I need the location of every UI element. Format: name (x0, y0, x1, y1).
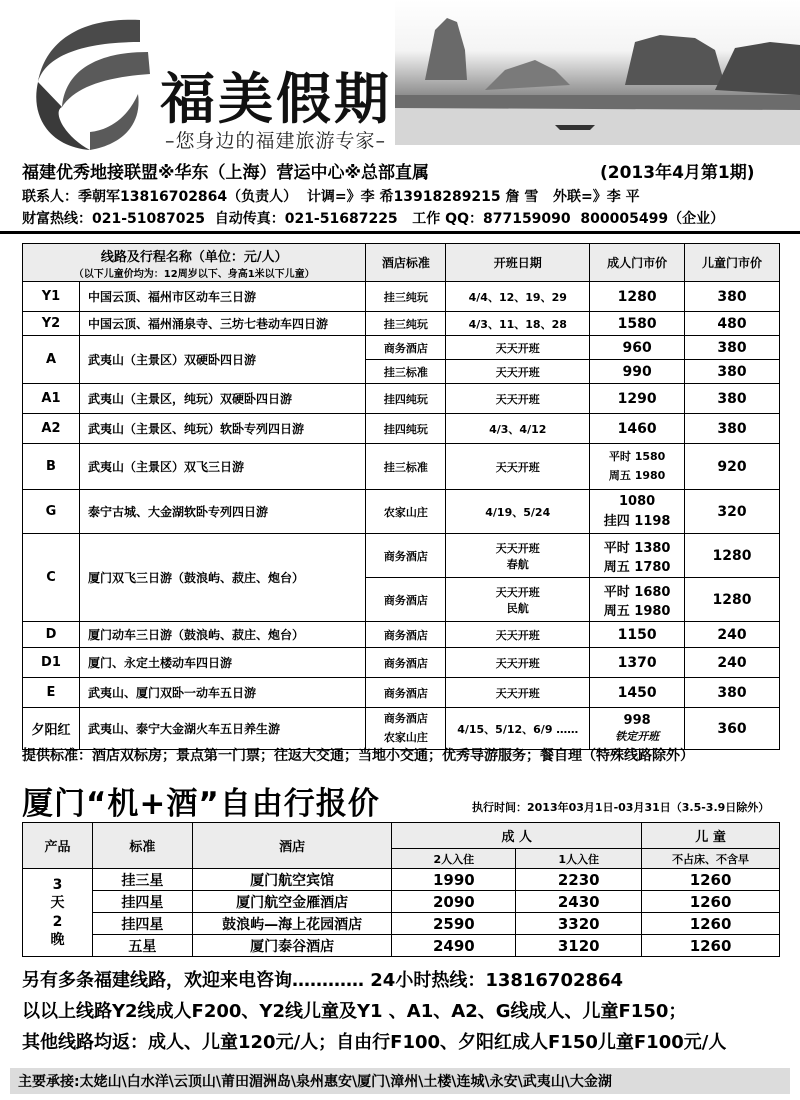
price-two-person: 2490 (392, 935, 516, 957)
child-price: 380 (685, 282, 780, 312)
table-row (23, 534, 780, 622)
hotel-name: 鼓浪屿—海上花园酒店 (192, 913, 392, 935)
hotel-standard: 挂三标准 (366, 444, 446, 490)
child-price: 1280 1280 (685, 534, 780, 622)
one-person-header: 1人入住 (516, 849, 642, 869)
table-row (23, 312, 780, 336)
price-two-person: 2590 (392, 913, 516, 935)
adult-price: 1280 (590, 282, 685, 312)
start-dates: 天天开班 春航 天天开班 民航 (446, 534, 590, 622)
child-price: 920 (685, 444, 780, 490)
contact-line: 联系人：季朝军13816702864（负责人） 计调=》李 希13918289215 詹 雪 外联=》李 平 (22, 189, 640, 205)
issue-number: (2013年4月第1期) (600, 163, 755, 183)
route-name: 中国云顶、福州市区动车三日游 (79, 282, 366, 312)
brand-name: 福美假期 (160, 67, 393, 131)
table-row (23, 869, 780, 891)
product-cell: 3 天 2 晚 (23, 869, 93, 957)
note-rebate-1: 以以上线路Y2线成人F200、Y2线儿童及Y1 、A1、A2、G线成人、儿童F150； (22, 1001, 687, 1022)
start-dates: 4/4、12、19、29 (446, 282, 590, 312)
exec-time: 执行时间：2013年03月1日-03月31日（3.5-3.9日除外） (472, 801, 770, 814)
adult-price: 998 铁定开班 (590, 708, 685, 750)
route-code: D1 (23, 648, 80, 678)
table-row (23, 678, 780, 708)
service-standard: 提供标准：酒店双标房；景点第一门票；往返大交通；当地小交通；优秀导游服务；餐自理（特殊线路除外） (22, 748, 694, 764)
standard-header: 标准 (92, 823, 192, 869)
adult-price: 1080 挂四 1198 (590, 490, 685, 534)
route-code: Y2 (23, 312, 80, 336)
hotel-standard: 挂四纯玩 (366, 414, 446, 444)
destinations-bar: 主要承接:太姥山\白水洋\云顶山\莆田湄洲岛\泉州惠安\厦门\漳州\土楼\连城\永安\武夷山\大金湖 (10, 1068, 790, 1094)
hotel-standard: 商务酒店 挂三标准 (366, 336, 446, 384)
table-row (23, 708, 780, 750)
child-header: 儿 童 (642, 823, 780, 849)
route-name: 中国云顶、福州涌泉寺、三坊七巷动车四日游 (79, 312, 366, 336)
hotel-standard: 商务酒店 (366, 648, 446, 678)
hotline-line: 财富热线：021-51087025 自动传真：021-51687225 工作 QQ：877159090 800005499（企业） (22, 211, 725, 227)
hotel-header: 酒店标准 (366, 244, 446, 282)
price-one-person: 2430 (516, 891, 642, 913)
table-header-row (23, 244, 780, 282)
table-row (23, 648, 780, 678)
price-two-person: 1990 (392, 869, 516, 891)
route-name: 武夷山（主景区）双飞三日游 (79, 444, 366, 490)
star-standard: 挂四星 (92, 913, 192, 935)
start-dates: 天天开班 (446, 384, 590, 414)
adult-header: 成人门市价 (590, 244, 685, 282)
start-dates: 天天开班 天天开班 (446, 336, 590, 384)
table-row (23, 935, 780, 957)
route-code: E (23, 678, 80, 708)
star-standard: 挂三星 (92, 869, 192, 891)
hotel-name: 厦门航空金雁酒店 (192, 891, 392, 913)
table-row (23, 891, 780, 913)
header (0, 0, 800, 155)
adult-price: 1460 (590, 414, 685, 444)
price-child: 1260 (642, 869, 780, 891)
child-header: 儿童门市价 (685, 244, 780, 282)
hotel-name: 厦门泰谷酒店 (192, 935, 392, 957)
route-code: A1 (23, 384, 80, 414)
hotel-header: 酒店 (192, 823, 392, 869)
table-row (23, 384, 780, 414)
hotel-standard: 商务酒店 商务酒店 (366, 534, 446, 622)
route-code: A (23, 336, 80, 384)
adult-price: 1370 (590, 648, 685, 678)
start-dates: 天天开班 (446, 678, 590, 708)
star-standard: 五星 (92, 935, 192, 957)
hotel-standard: 挂四纯玩 (366, 384, 446, 414)
hotel-name: 厦门航空宾馆 (192, 869, 392, 891)
route-name: 武夷山（主景区、纯玩）软卧专列四日游 (79, 414, 366, 444)
adult-price: 平时 1580 周五 1980 (590, 444, 685, 490)
start-dates: 4/19、5/24 (446, 490, 590, 534)
table-row (23, 282, 780, 312)
adult-price: 1450 (590, 678, 685, 708)
child-price: 480 (685, 312, 780, 336)
adult-price: 平时 1380 周五 1780 平时 1680 周五 1980 (590, 534, 685, 622)
hotel-standard: 商务酒店 农家山庄 (366, 708, 446, 750)
hotel-standard: 农家山庄 (366, 490, 446, 534)
adult-price: 960 990 (590, 336, 685, 384)
table-header-row (23, 823, 780, 849)
table-row (23, 414, 780, 444)
brand-slogan: –您身边的福建旅游专家– (165, 130, 387, 152)
xiamen-table (22, 822, 780, 957)
route-header: 线路及行程名称（单位：元/人） （以下儿童价均为：12周岁以下、身高1米以下儿童） (23, 244, 366, 282)
adult-price: 1150 (590, 622, 685, 648)
routes-table (22, 243, 780, 750)
start-dates: 4/3、11、18、28 (446, 312, 590, 336)
route-code: Y1 (23, 282, 80, 312)
child-note-header: 不占床、不含早 (642, 849, 780, 869)
note-consult: 另有多条福建线路，欢迎来电咨询………… 24小时热线：13816702864 (22, 970, 624, 991)
hotel-standard: 挂三纯玩 (366, 312, 446, 336)
route-name: 武夷山、泰宁大金湖火车五日养生游 (79, 708, 366, 750)
logo-mark (20, 12, 160, 155)
price-one-person: 3120 (516, 935, 642, 957)
price-child: 1260 (642, 935, 780, 957)
route-code: G (23, 490, 80, 534)
route-name: 武夷山（主景区）双硬卧四日游 (79, 336, 366, 384)
xiamen-title: 厦门“机+酒”自由行报价 (22, 786, 380, 822)
route-name: 厦门、永定土楼动车四日游 (79, 648, 366, 678)
table-row (23, 622, 780, 648)
start-dates: 天天开班 (446, 444, 590, 490)
start-dates: 4/15、5/12、6/9 …… (446, 708, 590, 750)
child-price: 380 380 (685, 336, 780, 384)
landscape-photo (395, 0, 800, 145)
adult-price: 1290 (590, 384, 685, 414)
table-row (23, 336, 780, 384)
product-header: 产品 (23, 823, 93, 869)
route-name: 武夷山（主景区，纯玩）双硬卧四日游 (79, 384, 366, 414)
table-row (23, 913, 780, 935)
child-price: 360 (685, 708, 780, 750)
route-code: B (23, 444, 80, 490)
price-one-person: 2230 (516, 869, 642, 891)
adult-header: 成 人 (392, 823, 642, 849)
price-child: 1260 (642, 913, 780, 935)
start-dates: 4/3、4/12 (446, 414, 590, 444)
two-person-header: 2人入住 (392, 849, 516, 869)
route-name: 泰宁古城、大金湖软卧专列四日游 (79, 490, 366, 534)
hotel-standard: 商务酒店 (366, 622, 446, 648)
hotel-standard: 挂三纯玩 (366, 282, 446, 312)
price-one-person: 3320 (516, 913, 642, 935)
star-standard: 挂四星 (92, 891, 192, 913)
route-code: D (23, 622, 80, 648)
price-two-person: 2090 (392, 891, 516, 913)
adult-price: 1580 (590, 312, 685, 336)
child-price: 380 (685, 414, 780, 444)
child-price: 380 (685, 678, 780, 708)
child-price: 380 (685, 384, 780, 414)
route-name: 武夷山、厦门双卧一动车五日游 (79, 678, 366, 708)
route-code: C (23, 534, 80, 622)
route-name: 厦门动车三日游（鼓浪屿、菽庄、炮台） (79, 622, 366, 648)
table-row (23, 444, 780, 490)
price-child: 1260 (642, 891, 780, 913)
child-price: 320 (685, 490, 780, 534)
route-name: 厦门双飞三日游（鼓浪屿、菽庄、炮台） (79, 534, 366, 622)
divider (0, 231, 800, 234)
route-code: 夕阳红 (23, 708, 80, 750)
route-code: A2 (23, 414, 80, 444)
child-price: 240 (685, 622, 780, 648)
child-price: 240 (685, 648, 780, 678)
dates-header: 开班日期 (446, 244, 590, 282)
org-line: 福建优秀地接联盟※华东（上海）营运中心※总部直属 (22, 163, 430, 183)
table-row (23, 490, 780, 534)
hotel-standard: 商务酒店 (366, 678, 446, 708)
note-rebate-2: 其他线路均返：成人、儿童120元/人；自由行F100、夕阳红成人F150儿童F100元/人 (22, 1032, 727, 1053)
start-dates: 天天开班 (446, 622, 590, 648)
start-dates: 天天开班 (446, 648, 590, 678)
